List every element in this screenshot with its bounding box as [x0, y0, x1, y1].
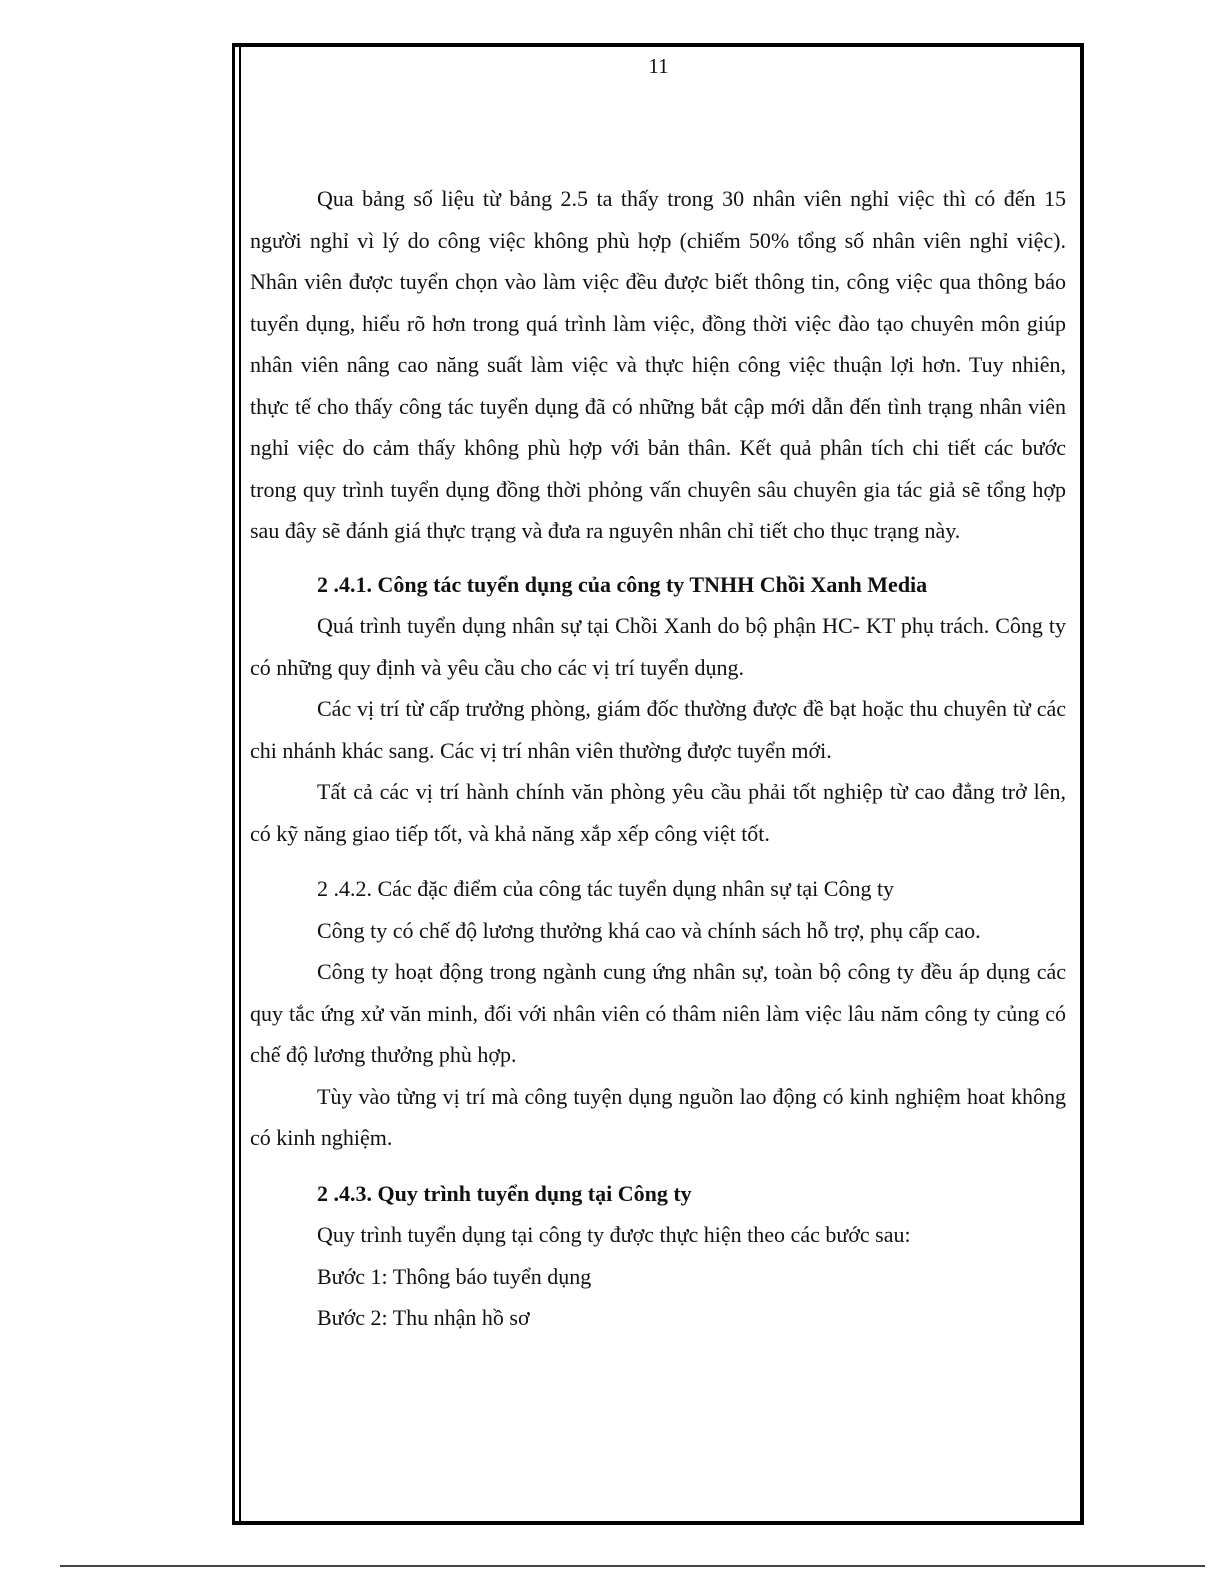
section-2-4-3	[250, 1173, 1066, 1339]
section-2-4-1-paragraph-1: Quá trình tuyển dụng nhân sự tại Chồi Xanh do bộ phận HC- KT phụ trách. Công ty có những quy định và yêu cầu cho các vị trí tuyển dụng.	[250, 613, 1066, 680]
page-number: 11	[648, 54, 669, 78]
section-2-4-3-intro: Quy trình tuyển dụng tại công ty được thực hiện theo các bước sau:	[317, 1222, 911, 1247]
step-item: Bước 2: Thu nhận hồ sơ	[317, 1305, 530, 1330]
bottom-rule	[60, 1565, 1205, 1567]
document-body	[250, 178, 1066, 1339]
section-heading-2-4-3: 2 .4.3. Quy trình tuyển dụng tại Công ty	[317, 1180, 692, 1206]
section-2-4-2-paragraph-1: Công ty có chế độ lương thưởng khá cao và chính sách hỗ trợ, phụ cấp cao.	[317, 917, 981, 943]
section-2-4-1-paragraph-3: Tất cả các vị trí hành chính văn phòng yêu cầu phải tốt nghiệp từ cao đẳng trở lên, có kỹ năng giao tiếp tốt, và khả năng xắp xếp công việt tốt.	[250, 779, 1066, 846]
section-2-4-2-paragraph-3: Tùy vào từng vị trí mà công tuyện dụng nguồn lao động có kinh nghiệm hoat không có kinh nghiệm.	[250, 1083, 1066, 1150]
section-2-4-2-paragraph-2: Công ty hoạt động trong ngành cung ứng nhân sự, toàn bộ công ty đều áp dụng các quy tắc ứng xử văn minh, đối với nhân viên có thâm niên làm việc lâu năm công ty củng có chế độ lương thưởng phù hợp.	[250, 959, 1066, 1067]
step-item: Bước 1: Thông báo tuyển dụng	[317, 1263, 592, 1289]
section-heading-2-4-1: 2 .4.1. Công tác tuyển dụng của công ty TNHH Chồi Xanh Media	[317, 571, 928, 597]
section-2-4-1-paragraph-2: Các vị trí từ cấp trưởng phòng, giám đốc thường được đề bạt hoặc thu chuyên từ các chi nhánh khác sang. Các vị trí nhân viên thường được tuyển mới.	[250, 696, 1066, 763]
intro-paragraph: Qua bảng số liệu từ bảng 2.5 ta thấy trong 30 nhân viên nghỉ việc thì có đến 15 người nghỉ vì lý do công việc không phù hợp (chiếm 50% tổng số nhân viên nghỉ việc). Nhân viên được tuyển chọn vào làm việc đều được biết thông tin, công việc qua thông báo tuyển dụng, hiểu rõ hơn trong quá trình làm việc, đồng thời việc đào tạo chuyên môn giúp nhân viên nâng cao năng suất làm việc và thực hiện công việc thuận lợi hơn. Tuy nhiên, thực tế cho thấy công tác tuyển dụng đã có những bắt cập mới dẫn đến tình trạng nhân viên nghỉ việc do cảm thấy không phù hợp với bản thân. Kết quả phân tích chi tiết các bước trong quy trình tuyển dụng đồng thời phỏng vấn chuyên sâu chuyên gia tác giả sẽ tổng hợp sau đây sẽ đánh giá thực trạng và đưa ra nguyên nhân chỉ tiết cho thục trạng này.	[250, 186, 1066, 543]
section-2-4-2	[250, 868, 1066, 1159]
section-2-4-1	[250, 564, 1066, 855]
section-heading-2-4-2: 2 .4.2. Các đặc điểm của công tác tuyển dụng nhân sự tại Công ty	[317, 876, 895, 901]
